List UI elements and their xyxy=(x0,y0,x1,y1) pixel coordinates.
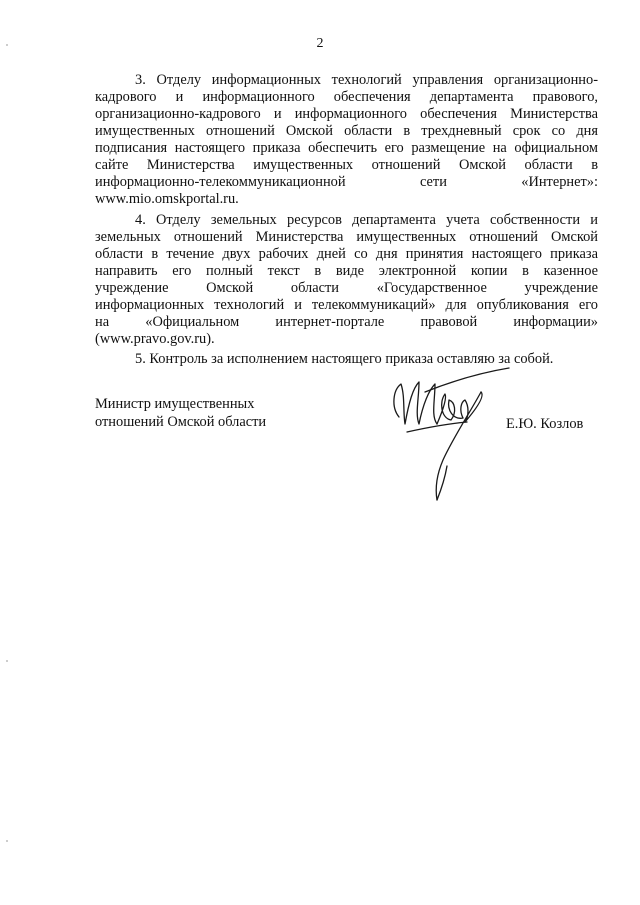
text-line: информационно-телекоммуникационной сети «Интернет»: xyxy=(95,174,598,190)
text-line: земельных отношений Министерства имущественных отношений Омской xyxy=(95,229,598,245)
scan-speck xyxy=(6,660,8,662)
signatory-title-line: Министр имущественных xyxy=(95,396,255,412)
text-line: области в течение двух рабочих дней со дня принятия настоящего приказа xyxy=(95,246,598,262)
scan-speck xyxy=(6,840,8,842)
handwritten-signature xyxy=(385,362,515,512)
signatory-title-line: отношений Омской области xyxy=(95,414,267,430)
text-line: учреждение Омской области «Государственное учреждение xyxy=(95,280,598,296)
text-line: информационных технологий и телекоммуникаций» для опубликования его xyxy=(95,297,598,313)
text-line: направить его полный текст в виде электронной копии в казенное xyxy=(95,263,598,279)
scan-speck xyxy=(6,44,8,46)
signer-name: Е.Ю. Козлов xyxy=(506,416,584,432)
text-line: на «Официальном интернет-портале правовой информации» xyxy=(95,314,598,330)
text-line: (www.pravo.gov.ru). xyxy=(95,331,215,347)
text-line: кадрового и информационного обеспечения департамента правового, xyxy=(95,89,598,105)
text-line: организационно-кадрового и информационного обеспечения Министерства xyxy=(95,106,598,122)
text-line: 3. Отделу информационных технологий управления организационно- xyxy=(135,72,598,88)
text-line: подписания настоящего приказа обеспечить его размещение на официальном xyxy=(95,140,598,156)
text-line: 4. Отделу земельных ресурсов департамента учета собственности и xyxy=(135,212,598,228)
text-line: сайте Министерства имущественных отношений Омской области в xyxy=(95,157,598,173)
text-line: 5. Контроль за исполнением настоящего приказа оставляю за собой. xyxy=(135,351,554,367)
text-line: www.mio.omskportal.ru. xyxy=(95,191,239,207)
page-number: 2 xyxy=(316,36,324,51)
text-line: имущественных отношений Омской области в трехдневный срок со дня xyxy=(95,123,598,139)
